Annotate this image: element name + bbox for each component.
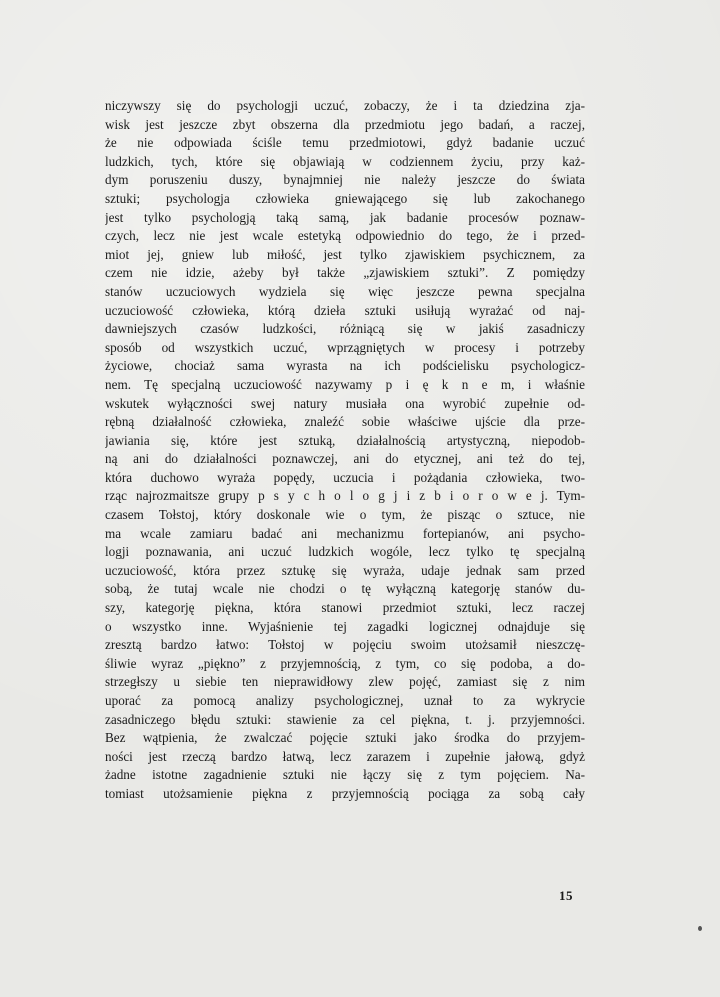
text-line: czych, lecz nie jest wcale estetyką odpowiednio do tego, że i przed- bbox=[105, 228, 585, 244]
text-line: sposób od wszystkich uczuć, wprzągniętych w procesy i potrzeby bbox=[105, 339, 585, 355]
text-line: życiowe, chociaż sama wyrasta na ich podścielisku psychologicz- bbox=[105, 358, 585, 374]
text-line: dym poruszeniu duszy, bynajmniej nie należy jeszcze do świata bbox=[105, 172, 585, 188]
text-line: strzegłszy u siebie ten nieprawidłowy zlew pojęć, zamiast się z nim bbox=[105, 674, 585, 690]
text-line: nem. Tę specjalną uczuciowość nazywamy p i ę k n e m, i właśnie bbox=[105, 376, 585, 392]
text-line: ludzkich, tych, które się objawiają w codziennem życiu, przy każ- bbox=[105, 153, 585, 169]
text-line: Bez wątpienia, że zwalczać pojęcie sztuki jako środka do przyjem- bbox=[105, 730, 585, 746]
text-line: żadne istotne zagadnienie sztuki nie łączy się z tym pojęciem. Na- bbox=[105, 767, 585, 783]
text-line: sztuki; psychologja człowieka gniewającego się lub zakochanego bbox=[105, 190, 585, 206]
body-text bbox=[105, 97, 585, 804]
scan-speck bbox=[698, 926, 702, 931]
text-line: uczuciowość człowieka, którą dzieła sztuki usiłują wyrażać od naj- bbox=[105, 302, 585, 318]
text-line: sobą, że tutaj wcale nie chodzi o tę wyłączną kategorję stanów du- bbox=[105, 581, 585, 597]
text-line: zasadniczego błędu sztuki: stawienie za cel piękna, t. j. przyjemności. bbox=[105, 711, 585, 727]
text-line: rębną działalność człowieka, znaleźć sobie właściwe ujście dla prze- bbox=[105, 414, 585, 430]
page-number: 15 bbox=[559, 888, 573, 903]
text-line: logji poznawania, ani uczuć ludzkich wogóle, lecz tylko tę specjalną bbox=[105, 544, 585, 560]
text-line: śliwie wyraz „piękno” z przyjemnością, z tym, co się podoba, a do- bbox=[105, 655, 585, 671]
text-line: miot jej, gniew lub miłość, jest tylko zjawiskiem psychicznem, za bbox=[105, 246, 585, 262]
text-line: szy, kategorję piękna, która stanowi przedmiot sztuki, lecz raczej bbox=[105, 600, 585, 616]
text-line: uczuciowość, która przez sztukę się wyraża, udaje jednak sam przed bbox=[105, 562, 585, 578]
text-line: wisk jest jeszcze zbyt obszerna dla przedmiotu jego badań, a raczej, bbox=[105, 116, 585, 132]
text-line: ma wcale zamiaru badać ani mechanizmu fortepianów, ani psycho- bbox=[105, 525, 585, 541]
text-line: uporać za pomocą analizy psychologicznej, uznał to za wykrycie bbox=[105, 693, 585, 708]
text-line: stanów uczuciowych wydziela się więc jeszcze pewna specjalna bbox=[105, 283, 585, 299]
text-line: która duchowo wyraża popędy, uczucia i pożądania człowieka, two- bbox=[105, 469, 585, 485]
text-line: tomiast utożsamienie piękna z przyjemnością pociąga za sobą cały bbox=[105, 785, 585, 801]
text-line: zresztą bardzo łatwo: Tołstoj w pojęciu swoim utożsamił nieszczę- bbox=[105, 637, 585, 653]
text-line: czem nie idzie, ażeby był także „zjawiskiem sztuki”. Z pomiędzy bbox=[105, 265, 585, 281]
text-line: o wszystko inne. Wyjaśnienie tej zagadki logicznej odnajduje się bbox=[105, 618, 585, 634]
text-line: czasem Tołstoj, który doskonale wie o tym, że pisząc o sztuce, nie bbox=[105, 507, 585, 523]
text-line: dawniejszych czasów ludzkości, różniącą się w jakiś zasadniczy bbox=[105, 321, 585, 337]
text-line: że nie odpowiada ściśle temu przedmiotowi, gdyż badanie uczuć bbox=[105, 135, 585, 151]
text-line: rząc najrozmaitsze grupy p s y c h o l o g j i z b i o r o w e j. Tym- bbox=[105, 488, 585, 504]
text-line: wskutek wyłączności swej natury musiała ona wyrobić zupełnie od- bbox=[105, 395, 585, 411]
text-line: jest tylko psychologją taką samą, jak badanie procesów poznaw- bbox=[105, 209, 585, 225]
text-line: jawiania się, które jest sztuką, działalnością artystyczną, niepodob- bbox=[105, 432, 585, 448]
text-line: niczywszy się do psychologji uczuć, zobaczy, że i ta dziedzina zja- bbox=[105, 98, 585, 113]
text-line: ności jest rzeczą bardzo łatwą, lecz zarazem i zupełnie jałową, gdyż bbox=[105, 748, 585, 764]
text-line: ną ani do działalności poznawczej, ani do etycznej, ani też do tej, bbox=[105, 451, 585, 467]
